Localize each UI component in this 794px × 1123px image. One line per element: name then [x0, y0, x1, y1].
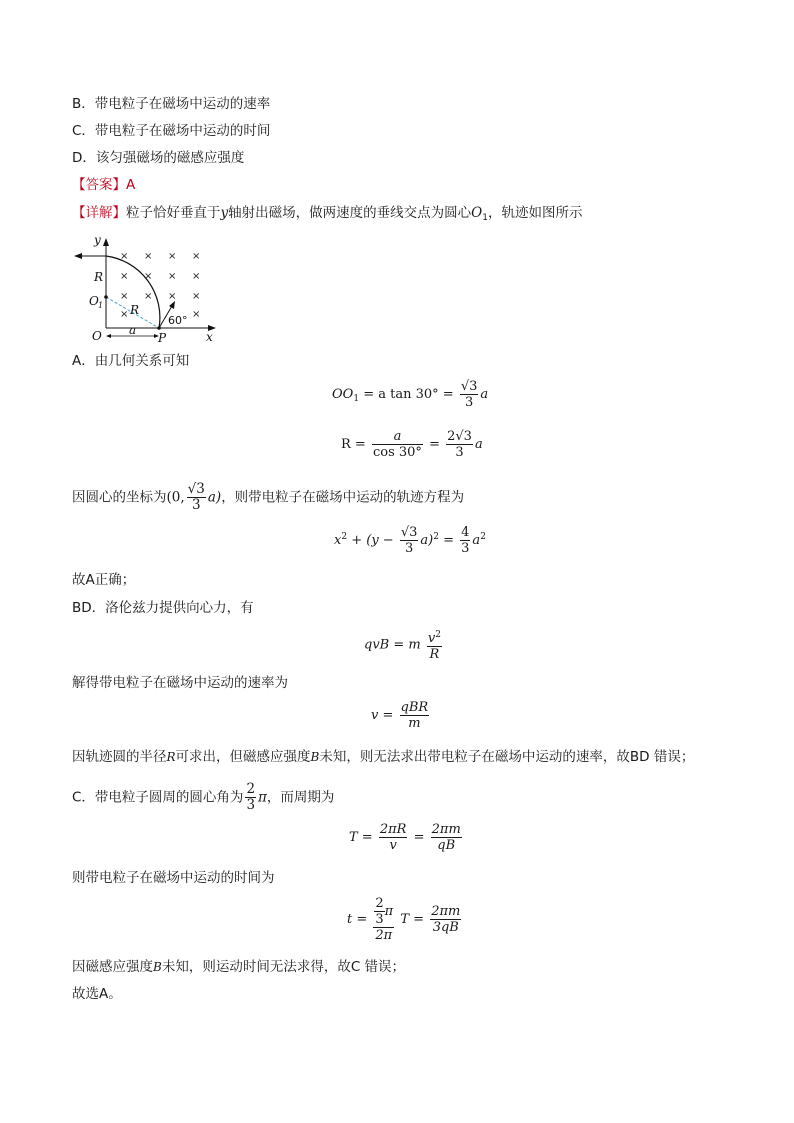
center-coord-b: a)	[207, 489, 222, 506]
c-heading-a: C．带电粒子圆周的圆心角为	[72, 789, 244, 806]
v-num: qBR	[400, 700, 429, 715]
option-d: D．该匀强磁场的磁感应强度	[72, 150, 245, 166]
c-reason-a: 因磁感应强度	[72, 959, 153, 975]
lorentz-num: v	[427, 631, 436, 646]
center-text-a: 因圆心的坐标为	[72, 489, 167, 506]
time-den2: 3qB	[432, 920, 459, 935]
detail-text-2: 轴射出磁场，做两速度的垂线交点为圆心	[228, 205, 472, 221]
detail-y: y	[220, 205, 229, 221]
equation-oo1	[332, 379, 488, 410]
c-heading-b: ，而周期为	[266, 789, 335, 806]
label-r-diag: R	[130, 303, 140, 317]
detail-o1: O	[471, 205, 483, 221]
eq2-eq: =	[429, 437, 440, 452]
field-mark: ×	[192, 271, 201, 282]
time-den: 2π	[375, 928, 393, 943]
eq3-num: √3	[400, 525, 418, 540]
label-r-axis: R	[94, 270, 104, 284]
answer-tag: 【答案】	[72, 177, 126, 193]
eq3-e: a	[472, 533, 481, 548]
t-den1: v	[389, 838, 397, 853]
section-bd-reason	[72, 747, 694, 767]
bd-reason-r: R	[166, 750, 176, 764]
a-dimension-arrow-left	[106, 334, 111, 338]
center-num: √3	[187, 481, 205, 497]
c-reason-b: B	[153, 960, 162, 974]
option-c: C．带电粒子在磁场中运动的时间	[72, 123, 271, 139]
t-eq: =	[413, 830, 425, 845]
bd-reason-bfield: B	[310, 750, 320, 764]
equation-trajectory	[334, 525, 486, 556]
field-mark: ×	[192, 291, 201, 302]
field-mark: ×	[120, 291, 129, 302]
angle-den: 3	[246, 797, 256, 813]
eq1-mid: = a tan 30° =	[363, 387, 454, 402]
field-mark: ×	[168, 271, 177, 282]
center-den: 3	[191, 497, 201, 513]
section-a-conclusion: 故A正确；	[72, 572, 136, 588]
time-inner-num: 2	[375, 896, 384, 911]
trajectory-figure	[70, 228, 230, 346]
eq3-sup-c: 2	[433, 532, 439, 542]
eq3-num2: 4	[461, 525, 470, 540]
eq1-tail: a	[480, 387, 489, 402]
eq3-sup-a: 2	[341, 532, 348, 542]
eq2-lhs: R =	[341, 437, 366, 452]
exit-velocity-arrow	[74, 253, 82, 259]
center-point	[104, 295, 108, 299]
lorentz-lhs: qvB = m	[364, 637, 421, 653]
c-reason-text: 未知，则运动时间无法求得，故C 错误；	[161, 959, 406, 975]
equation-period	[349, 822, 464, 853]
time-inner-den: 3	[375, 912, 384, 927]
answer-line	[72, 175, 135, 195]
time-T: T =	[400, 912, 425, 927]
eq1-lhs: OO	[332, 387, 354, 402]
final-answer: 故选A。	[72, 986, 122, 1002]
field-mark: ×	[192, 309, 201, 320]
eq2-tail: a	[474, 437, 483, 452]
equation-lorentz	[364, 628, 444, 662]
label-angle: 60°	[168, 314, 188, 327]
detail-tag: 【详解】	[72, 205, 126, 221]
lorentz-num-sup: 2	[435, 630, 441, 640]
bd-reason-c: 未知，则无法求出带电粒子在磁场中运动的速率，故BD 错误；	[319, 749, 695, 765]
option-b: B．带电粒子在磁场中运动的速率	[72, 96, 271, 112]
eq2-den: cos 30°	[372, 445, 422, 460]
field-mark: ×	[144, 271, 153, 282]
time-num2: 2πm	[431, 904, 461, 919]
angle-pi: π	[258, 789, 267, 806]
label-p: P	[158, 331, 167, 345]
y-axis-arrow	[103, 238, 109, 246]
field-mark: ×	[168, 291, 177, 302]
section-c-reason	[72, 957, 405, 977]
t-num1: 2πR	[379, 822, 407, 837]
section-c-heading	[72, 782, 334, 813]
field-mark: ×	[168, 251, 177, 262]
eq2-num: a	[372, 429, 423, 445]
center-coord-a: (0,	[166, 489, 185, 506]
field-mark: ×	[120, 271, 129, 282]
eq3-b: + (y −	[351, 533, 394, 548]
label-x: x	[206, 330, 213, 344]
eq1-num: √3	[460, 379, 478, 394]
bd-reason-a: 因轨迹圆的半径	[72, 749, 167, 765]
equation-time	[347, 896, 463, 943]
v-den: m	[408, 716, 421, 731]
answer-value: A	[126, 177, 136, 193]
equation-r	[341, 429, 483, 460]
eq2-den2: 3	[455, 445, 464, 460]
field-mark: ×	[120, 309, 129, 320]
equation-velocity	[371, 700, 431, 731]
label-o1-sub: 1	[98, 301, 104, 310]
label-y: y	[94, 233, 101, 247]
detail-line	[72, 203, 582, 228]
detail-o1-sub: 1	[482, 213, 488, 223]
eq3-c: a)	[420, 533, 434, 548]
section-bd-heading: BD．洛伦兹力提供向心力，有	[72, 600, 254, 616]
entry-point	[157, 326, 161, 330]
field-mark: ×	[120, 251, 129, 262]
center-coordinate-line	[72, 482, 464, 513]
t-num2: 2πm	[431, 822, 461, 837]
eq2-num2: 2√3	[447, 429, 472, 444]
t-lhs: T =	[349, 830, 373, 845]
section-a-heading: A．由几何关系可知	[72, 353, 190, 369]
angle-num: 2	[246, 781, 256, 797]
label-o: O	[92, 329, 102, 343]
detail-text-3: ，轨迹如图所示	[487, 205, 583, 221]
eq3-d: =	[443, 533, 454, 548]
label-a: a	[129, 323, 137, 337]
eq3-sup-e: 2	[480, 532, 486, 542]
time-inner-pi: π	[384, 904, 394, 919]
eq3-den2: 3	[461, 541, 470, 556]
detail-text: 粒子恰好垂直于	[126, 205, 221, 221]
center-text-b: ，则带电粒子在磁场中运动的轨迹方程为	[221, 489, 465, 506]
time-lhs: t =	[347, 912, 368, 927]
field-mark: ×	[144, 251, 153, 262]
eq3-den: 3	[404, 541, 414, 556]
field-mark: ×	[192, 251, 201, 262]
entry-velocity-arrow	[169, 301, 175, 309]
field-mark: ×	[144, 291, 153, 302]
time-text: 则带电粒子在磁场中运动的时间为	[72, 870, 275, 886]
t-den2: qB	[437, 838, 456, 853]
v-lhs: v =	[371, 708, 394, 723]
lorentz-den: R	[429, 647, 440, 662]
eq1-den: 3	[464, 395, 474, 410]
bd-reason-b: 可求出，但磁感应强度	[175, 749, 311, 765]
solve-text: 解得带电粒子在磁场中运动的速率为	[72, 675, 288, 691]
label-o1: O	[89, 294, 99, 308]
eq1-lhs-sub: 1	[353, 394, 360, 404]
eq3-a: x	[334, 533, 342, 548]
